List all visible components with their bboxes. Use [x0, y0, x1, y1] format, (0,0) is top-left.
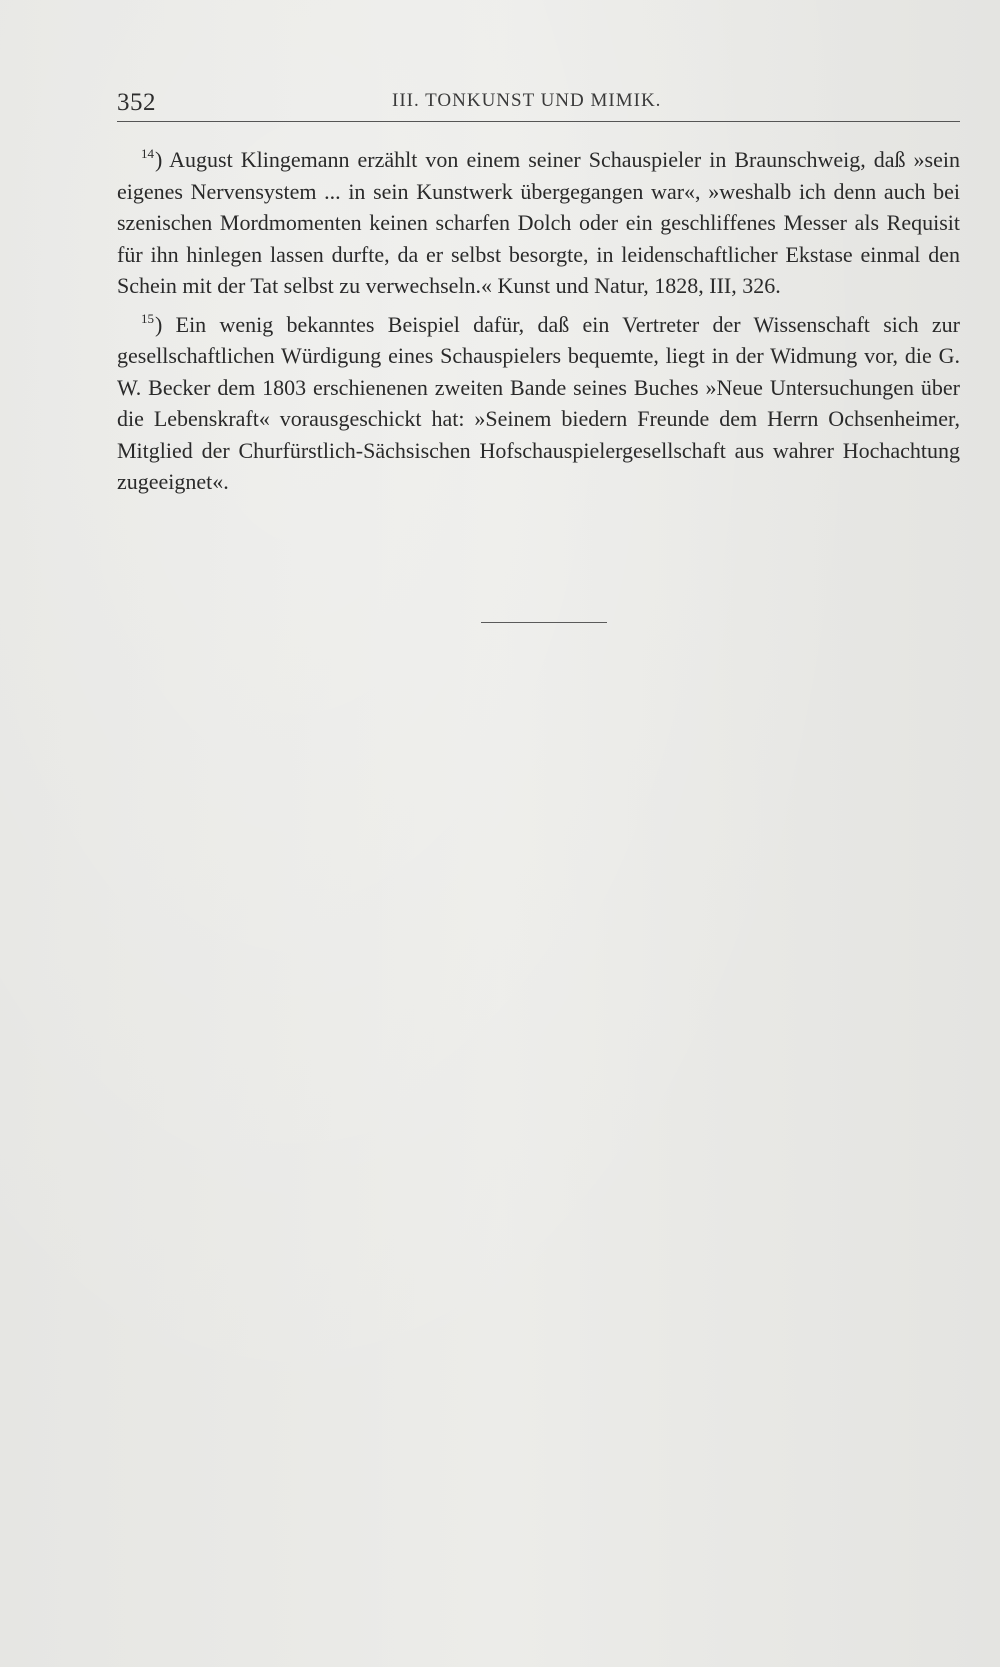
page-number: 352	[117, 89, 156, 116]
end-rule	[481, 622, 607, 623]
footnote-text: Ein wenig bekanntes Beispiel dafür, daß ein Vertreter der Wissenschaft sich zur gesellschaftlichen Würdigung eines Schauspielers bequemte, liegt in der Widmung vor, die G. W. Becker dem 1803 erschienenen zweiten Bande seines Buches »Neue Untersuchungen über die Lebenskraft« vorausgeschickt hat: »Seinem biedern Freunde dem Herrn Ochsenheimer, Mitglied der Churfürstlich-Sächsischen Hofschauspielergesellschaft aus wahrer Hochachtung zugeeignet«.	[117, 311, 961, 494]
footnote-number: 15	[141, 310, 154, 326]
running-head: III. TONKUNST UND MIMIK.	[392, 90, 662, 111]
footnote-text: August Klingemann erzählt von einem seiner Schauspieler in Braunschweig, daß »sein eigenes Nervensystem ... in sein Kunstwerk übergegangen war«, »weshalb ich denn auch bei szenischen Mordmomenten keinen scharfen Dolch oder ein geschliffenes Messer als Requisit für ihn hinlegen lassen durfte, da er selbst besorgte, in leidenschaftlicher Ekstase einmal den Schein mit der Tat selbst zu verwechseln.« Kunst und Natur, 1828, III, 326.	[117, 147, 960, 298]
footnote-paren: )	[155, 311, 163, 337]
page-header	[117, 84, 960, 120]
footnotes	[117, 138, 960, 499]
footnote-15	[117, 303, 960, 498]
footnote-number: 14	[141, 146, 154, 161]
footnote-paren: )	[155, 147, 163, 172]
header-rule	[117, 121, 960, 122]
footnote-14	[117, 138, 960, 302]
